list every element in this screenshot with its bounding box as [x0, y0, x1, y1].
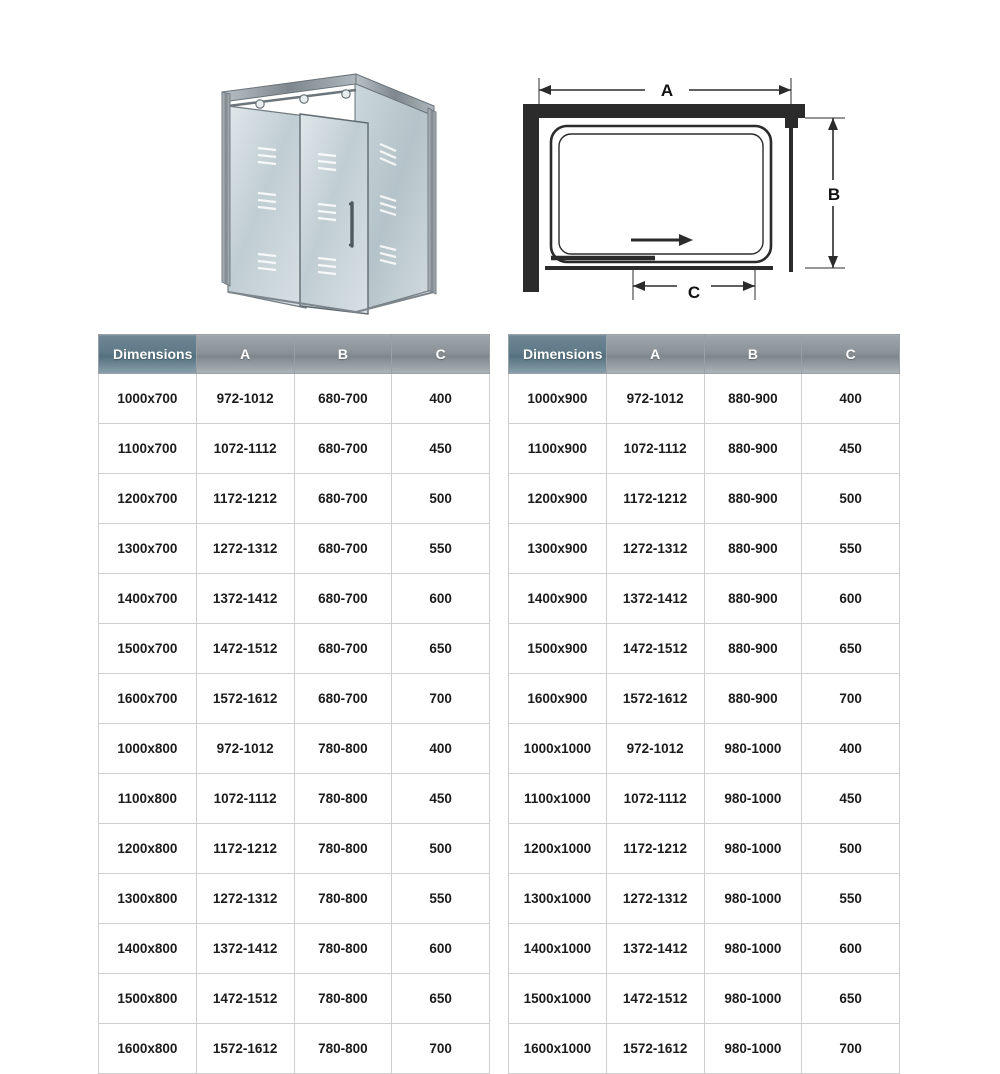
table-row: [99, 524, 490, 574]
cell-a: 1272-1312: [196, 874, 294, 924]
table-row: [509, 824, 900, 874]
dimension-c-label: C: [687, 283, 701, 302]
cell-b: 680-700: [294, 674, 392, 724]
cell-b: 780-800: [294, 874, 392, 924]
table-row: [509, 974, 900, 1024]
table-row: [509, 874, 900, 924]
cell-a: 1272-1312: [606, 524, 704, 574]
dimensions-table-left: [98, 334, 490, 1074]
cell-dimensions: 1400x800: [99, 924, 197, 974]
table-row: [509, 624, 900, 674]
table-header-row: [509, 335, 900, 374]
table-row: [509, 474, 900, 524]
cell-b: 780-800: [294, 774, 392, 824]
cell-a: 1472-1512: [196, 624, 294, 674]
cell-dimensions: 1300x1000: [509, 874, 607, 924]
table-row: [99, 974, 490, 1024]
cell-dimensions: 1100x900: [509, 424, 607, 474]
cell-c: 600: [802, 574, 900, 624]
cell-dimensions: 1600x800: [99, 1024, 197, 1074]
cell-a: 1272-1312: [196, 524, 294, 574]
cell-c: 650: [392, 974, 490, 1024]
cell-c: 600: [392, 574, 490, 624]
cell-b: 780-800: [294, 1024, 392, 1074]
cell-b: 780-800: [294, 974, 392, 1024]
cell-a: 1372-1412: [196, 924, 294, 974]
cell-a: 1172-1212: [196, 474, 294, 524]
column-header-b: B: [704, 335, 802, 374]
cell-a: 1572-1612: [196, 674, 294, 724]
table-row: [99, 624, 490, 674]
cell-c: 400: [802, 374, 900, 424]
cell-dimensions: 1400x700: [99, 574, 197, 624]
table-row: [509, 924, 900, 974]
cell-b: 780-800: [294, 924, 392, 974]
cell-b: 680-700: [294, 374, 392, 424]
table-row: [509, 724, 900, 774]
cell-c: 700: [802, 1024, 900, 1074]
shower-tray-outline: [551, 126, 771, 262]
cell-a: 1472-1512: [196, 974, 294, 1024]
cell-c: 550: [802, 524, 900, 574]
cell-dimensions: 1500x1000: [509, 974, 607, 1024]
cell-dimensions: 1400x1000: [509, 924, 607, 974]
cell-a: 1372-1412: [606, 924, 704, 974]
cell-c: 500: [392, 824, 490, 874]
cell-dimensions: 1000x700: [99, 374, 197, 424]
column-header-a: A: [606, 335, 704, 374]
table-row: [99, 824, 490, 874]
cell-b: 680-700: [294, 624, 392, 674]
table-header-row: [99, 335, 490, 374]
cell-c: 450: [802, 774, 900, 824]
cell-c: 450: [392, 774, 490, 824]
cell-dimensions: 1500x800: [99, 974, 197, 1024]
cell-a: 1072-1112: [196, 424, 294, 474]
cell-c: 400: [392, 724, 490, 774]
cell-b: 980-1000: [704, 824, 802, 874]
cell-c: 650: [392, 624, 490, 674]
cell-a: 1172-1212: [606, 824, 704, 874]
cell-a: 1572-1612: [606, 674, 704, 724]
column-header-dimensions: Dimensions: [99, 335, 197, 374]
shower-enclosure-3d-view: [200, 18, 470, 318]
cell-dimensions: 1200x1000: [509, 824, 607, 874]
cell-a: 972-1012: [606, 724, 704, 774]
cell-b: 980-1000: [704, 724, 802, 774]
cell-b: 880-900: [704, 374, 802, 424]
dimension-b-label: B: [827, 185, 841, 204]
cell-dimensions: 1100x700: [99, 424, 197, 474]
cell-b: 980-1000: [704, 774, 802, 824]
cell-a: 1172-1212: [606, 474, 704, 524]
cell-b: 880-900: [704, 474, 802, 524]
shower-enclosure-plan-view: [505, 60, 905, 310]
cell-dimensions: 1500x900: [509, 624, 607, 674]
cell-b: 980-1000: [704, 1024, 802, 1074]
cell-a: 1272-1312: [606, 874, 704, 924]
cell-b: 680-700: [294, 474, 392, 524]
cell-c: 450: [802, 424, 900, 474]
table-row: [509, 374, 900, 424]
wall-top: [523, 104, 805, 118]
cell-b: 680-700: [294, 524, 392, 574]
cell-dimensions: 1300x700: [99, 524, 197, 574]
table-row: [99, 1024, 490, 1074]
cell-c: 700: [392, 674, 490, 724]
cell-a: 972-1012: [196, 724, 294, 774]
cell-b: 680-700: [294, 574, 392, 624]
cell-c: 500: [802, 824, 900, 874]
cell-a: 972-1012: [196, 374, 294, 424]
table-row: [99, 374, 490, 424]
table-row: [99, 674, 490, 724]
roller-mid: [300, 95, 308, 103]
cell-a: 1072-1112: [196, 774, 294, 824]
table-row: [99, 724, 490, 774]
cell-a: 1072-1112: [606, 424, 704, 474]
table-row: [99, 424, 490, 474]
cell-c: 400: [802, 724, 900, 774]
cell-a: 1472-1512: [606, 974, 704, 1024]
cell-dimensions: 1200x800: [99, 824, 197, 874]
cell-c: 700: [802, 674, 900, 724]
table-row: [509, 524, 900, 574]
wall-profile-left: [222, 92, 230, 286]
cell-dimensions: 1000x1000: [509, 724, 607, 774]
cell-c: 650: [802, 624, 900, 674]
column-header-b: B: [294, 335, 392, 374]
cell-a: 1072-1112: [606, 774, 704, 824]
cell-c: 600: [392, 924, 490, 974]
illustrations-area: [0, 0, 1000, 330]
shower-tray-inner: [559, 134, 763, 254]
dimension-c: [633, 268, 755, 302]
cell-a: 972-1012: [606, 374, 704, 424]
cell-c: 400: [392, 374, 490, 424]
cell-dimensions: 1300x800: [99, 874, 197, 924]
cell-dimensions: 1100x1000: [509, 774, 607, 824]
cell-dimensions: 1500x700: [99, 624, 197, 674]
cell-b: 880-900: [704, 674, 802, 724]
cell-dimensions: 1400x900: [509, 574, 607, 624]
wall-left: [523, 104, 539, 292]
cell-a: 1172-1212: [196, 824, 294, 874]
cell-c: 650: [802, 974, 900, 1024]
cell-c: 500: [802, 474, 900, 524]
cell-a: 1372-1412: [196, 574, 294, 624]
table-row: [509, 674, 900, 724]
sliding-door-glass: [300, 114, 368, 314]
cell-b: 980-1000: [704, 874, 802, 924]
table-row: [99, 474, 490, 524]
column-header-a: A: [196, 335, 294, 374]
side-panel-bracket: [785, 112, 798, 128]
table-row: [99, 574, 490, 624]
dimension-a-label: A: [660, 81, 674, 100]
cell-dimensions: 1200x900: [509, 474, 607, 524]
cell-b: 980-1000: [704, 924, 802, 974]
column-header-c: C: [802, 335, 900, 374]
cell-dimensions: 1600x700: [99, 674, 197, 724]
cell-b: 780-800: [294, 824, 392, 874]
cell-b: 880-900: [704, 624, 802, 674]
cell-a: 1472-1512: [606, 624, 704, 674]
cell-dimensions: 1300x900: [509, 524, 607, 574]
cell-b: 880-900: [704, 574, 802, 624]
roller-left: [256, 100, 264, 108]
cell-a: 1572-1612: [196, 1024, 294, 1074]
column-header-dimensions: Dimensions: [509, 335, 607, 374]
table-row: [509, 1024, 900, 1074]
slide-direction-arrow: [631, 234, 693, 246]
dimension-b: [805, 118, 847, 268]
cell-c: 550: [802, 874, 900, 924]
wall-profile-right: [428, 108, 436, 294]
table-row: [99, 774, 490, 824]
cell-c: 450: [392, 424, 490, 474]
cell-c: 550: [392, 874, 490, 924]
cell-dimensions: 1000x900: [509, 374, 607, 424]
table-row: [99, 924, 490, 974]
cell-b: 780-800: [294, 724, 392, 774]
cell-b: 880-900: [704, 524, 802, 574]
cell-c: 550: [392, 524, 490, 574]
cell-b: 680-700: [294, 424, 392, 474]
cell-c: 500: [392, 474, 490, 524]
cell-dimensions: 1100x800: [99, 774, 197, 824]
cell-a: 1372-1412: [606, 574, 704, 624]
table-row: [509, 424, 900, 474]
roller-right: [342, 90, 350, 98]
cell-b: 980-1000: [704, 974, 802, 1024]
column-header-c: C: [392, 335, 490, 374]
cell-a: 1572-1612: [606, 1024, 704, 1074]
dimensions-table-right: [508, 334, 900, 1074]
cell-dimensions: 1200x700: [99, 474, 197, 524]
cell-dimensions: 1600x900: [509, 674, 607, 724]
table-row: [509, 774, 900, 824]
cell-b: 880-900: [704, 424, 802, 474]
table-row: [509, 574, 900, 624]
cell-c: 700: [392, 1024, 490, 1074]
cell-dimensions: 1000x800: [99, 724, 197, 774]
cell-dimensions: 1600x1000: [509, 1024, 607, 1074]
table-row: [99, 874, 490, 924]
cell-c: 600: [802, 924, 900, 974]
